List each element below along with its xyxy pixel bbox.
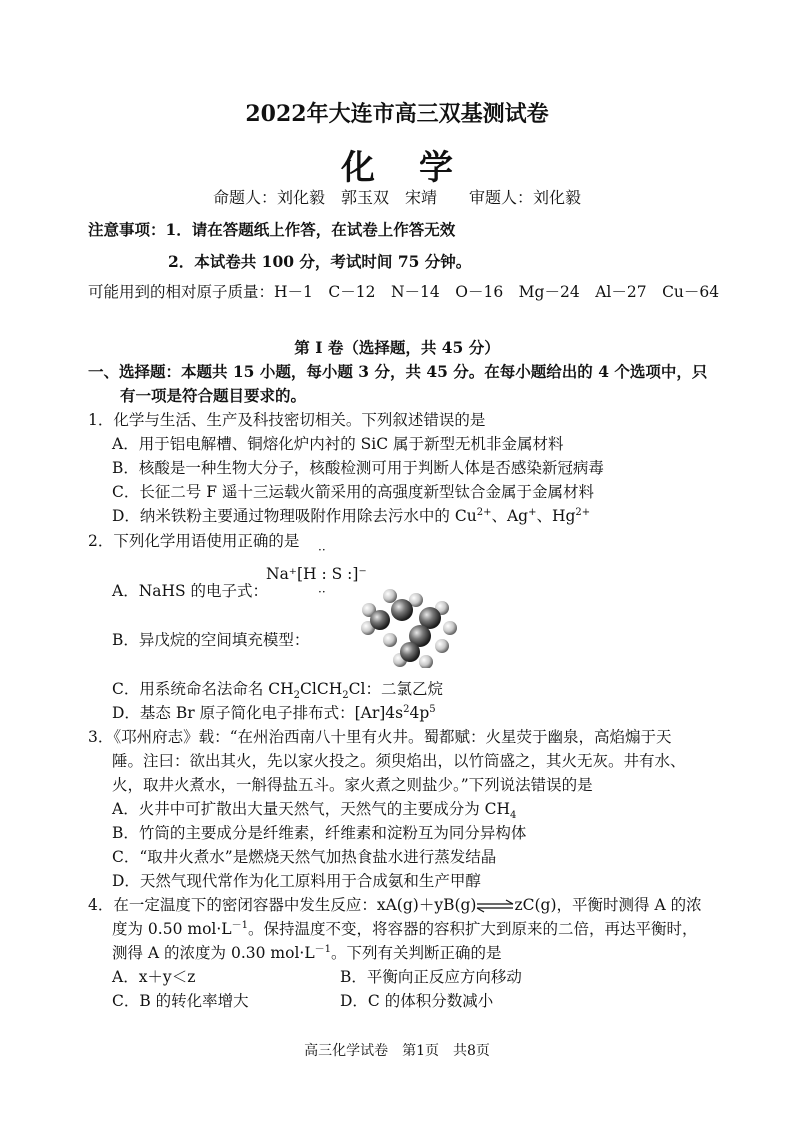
q1-d-sup3: 2+ bbox=[575, 506, 591, 518]
notes-label: 注意事项： bbox=[88, 220, 166, 239]
q2-d-sup1: 2 bbox=[403, 703, 410, 715]
q2-option-d bbox=[112, 701, 436, 725]
q1-stem: 1．化学与生活、生产及科技密切相关。下列叙述错误的是 bbox=[88, 411, 486, 429]
atomic-masses: 可能用到的相对原子质量：H－1 C－12 N－14 O－16 Mg－24 Al－27 Cu－64 bbox=[88, 283, 720, 301]
lewis-dots-top: ·· bbox=[318, 543, 326, 557]
q4-l3-post: 。下列有关判断正确的是 bbox=[331, 944, 502, 962]
q2-c-post: Cl：二氯乙烷 bbox=[348, 680, 443, 698]
section-intro-line2: 有一项是符合题目要求的。 bbox=[120, 386, 307, 405]
q3-line-2: 陲。注曰：欲出其火，先以家火投之。须臾焰出，以竹筒盛之，其火无灰。井有水、 bbox=[112, 752, 686, 770]
q3-line-1: 3．《邛州府志》载：“在州治西南八十里有火井。蜀都赋：火星荧于幽泉，高焰煽于天 bbox=[88, 728, 672, 746]
q4-option-a: A．x＋y＜z bbox=[112, 968, 196, 986]
notes-item-2: 2．本试卷共 100 分，考试时间 75 分钟。 bbox=[168, 252, 472, 271]
section-intro-line1: 一、选择题：本题共 15 小题，每小题 3 分，共 45 分。在每小题给出的 4 个选项中，只 bbox=[88, 362, 708, 381]
q2-c-sub2: 2 bbox=[342, 690, 349, 702]
q4-option-c: C．B 的转化率增大 bbox=[112, 992, 249, 1010]
nahs-electron-formula: Na⁺[H : S :]⁻ bbox=[266, 565, 367, 583]
lewis-dots-bottom: ·· bbox=[318, 585, 326, 599]
q2-option-b: B．异戊烷的空间填充模型： bbox=[112, 631, 310, 649]
q2-d-text: D．基态 Br 原子简化电子排布式：[Ar]4s bbox=[112, 704, 404, 722]
notes-item1-text: 1．请在答题纸上作答，在试卷上作答无效 bbox=[165, 220, 456, 239]
isopentane-space-filling-model bbox=[360, 588, 460, 668]
equilibrium-arrow-icon bbox=[476, 899, 514, 913]
q1-d-text: D．纳米铁粉主要通过物理吸附作用除去污水中的 Cu bbox=[112, 507, 477, 525]
q3-option-b: B．竹筒的主要成分是纤维素，纤维素和淀粉互为同分异构体 bbox=[112, 824, 527, 842]
notes-item-1 bbox=[88, 218, 455, 242]
q3-a-sub: 4 bbox=[510, 810, 517, 822]
q2-c-sub1: 2 bbox=[293, 690, 301, 702]
q1-option-c: C．长征二号 F 遥十三运载火箭采用的高强度新型钛合金属于金属材料 bbox=[112, 483, 594, 501]
q4-line-1 bbox=[88, 893, 702, 917]
q4-l3-sup: －1 bbox=[314, 943, 331, 955]
q1-d-sup1: 2+ bbox=[476, 506, 492, 518]
q4-line-3 bbox=[112, 941, 502, 965]
q1-option-b: B．核酸是一种生物大分子，核酸检测可用于判断人体是否感染新冠病毒 bbox=[112, 459, 604, 477]
q1-d-mid1: 、Ag bbox=[491, 507, 529, 525]
q1-d-sup2: + bbox=[528, 506, 537, 518]
page-footer: 高三化学试卷 第1页 共8页 bbox=[304, 1043, 490, 1059]
subject-title: 化学 bbox=[341, 148, 497, 188]
q2-option-c bbox=[112, 677, 443, 701]
q4-reaction-right: zC(g)，平衡时测得 A 的浓 bbox=[514, 896, 702, 914]
section-title: 第 I 卷（选择题，共 45 分） bbox=[294, 338, 500, 357]
q4-reaction-left: 4．在一定温度下的密闭容器中发生反应：xA(g)＋yB(g) bbox=[88, 896, 477, 914]
q2-d-mid: 4p bbox=[409, 704, 430, 722]
q4-option-d: D．C 的体积分数减小 bbox=[340, 992, 494, 1010]
q2-c-mid: ClCH bbox=[300, 680, 343, 698]
exam-title: 2022年大连市高三双基测试卷 bbox=[245, 101, 549, 127]
q4-l2-text: 度为 0.50 mol·L bbox=[112, 920, 232, 938]
q3-option-a bbox=[112, 797, 516, 821]
q2-c-text: C．用系统命名法命名 CH bbox=[112, 680, 294, 698]
q4-line-2 bbox=[112, 917, 697, 941]
q3-option-d: D．天然气现代常作为化工原料用于合成氨和生产甲醇 bbox=[112, 872, 481, 890]
q1-d-mid2: 、Hg bbox=[536, 507, 576, 525]
q1-option-a: A．用于铝电解槽、铜熔化炉内衬的 SiC 属于新型无机非金属材料 bbox=[112, 435, 564, 453]
q2-stem: 2．下列化学用语使用正确的是 bbox=[88, 532, 300, 550]
q4-l3-text: 测得 A 的浓度为 0.30 mol·L bbox=[112, 944, 315, 962]
q3-option-c: C．“取井火煮水”是燃烧天然气加热食盐水进行蒸发结晶 bbox=[112, 848, 497, 866]
q4-l2-sup: －1 bbox=[231, 919, 248, 931]
q4-l2-post: 。保持温度不变，将容器的容积扩大到原来的二倍，再达平衡时， bbox=[247, 920, 698, 938]
q2-option-a: A．NaHS 的电子式： bbox=[112, 582, 269, 600]
q2-d-sup2: 5 bbox=[429, 703, 436, 715]
q1-option-d bbox=[112, 504, 590, 528]
q3-line-3: 火，取井火煮水，一斛得盐五斗。家火煮之则盐少。”下列说法错误的是 bbox=[112, 776, 593, 794]
carbon-atoms bbox=[370, 599, 441, 662]
q4-option-b: B．平衡向正反应方向移动 bbox=[340, 968, 522, 986]
q3-a-text: A．火井中可扩散出大量天然气，天然气的主要成分为 CH bbox=[112, 800, 510, 818]
authors-line: 命题人：刘化毅 郭玉双 宋靖 审题人：刘化毅 bbox=[212, 188, 581, 207]
